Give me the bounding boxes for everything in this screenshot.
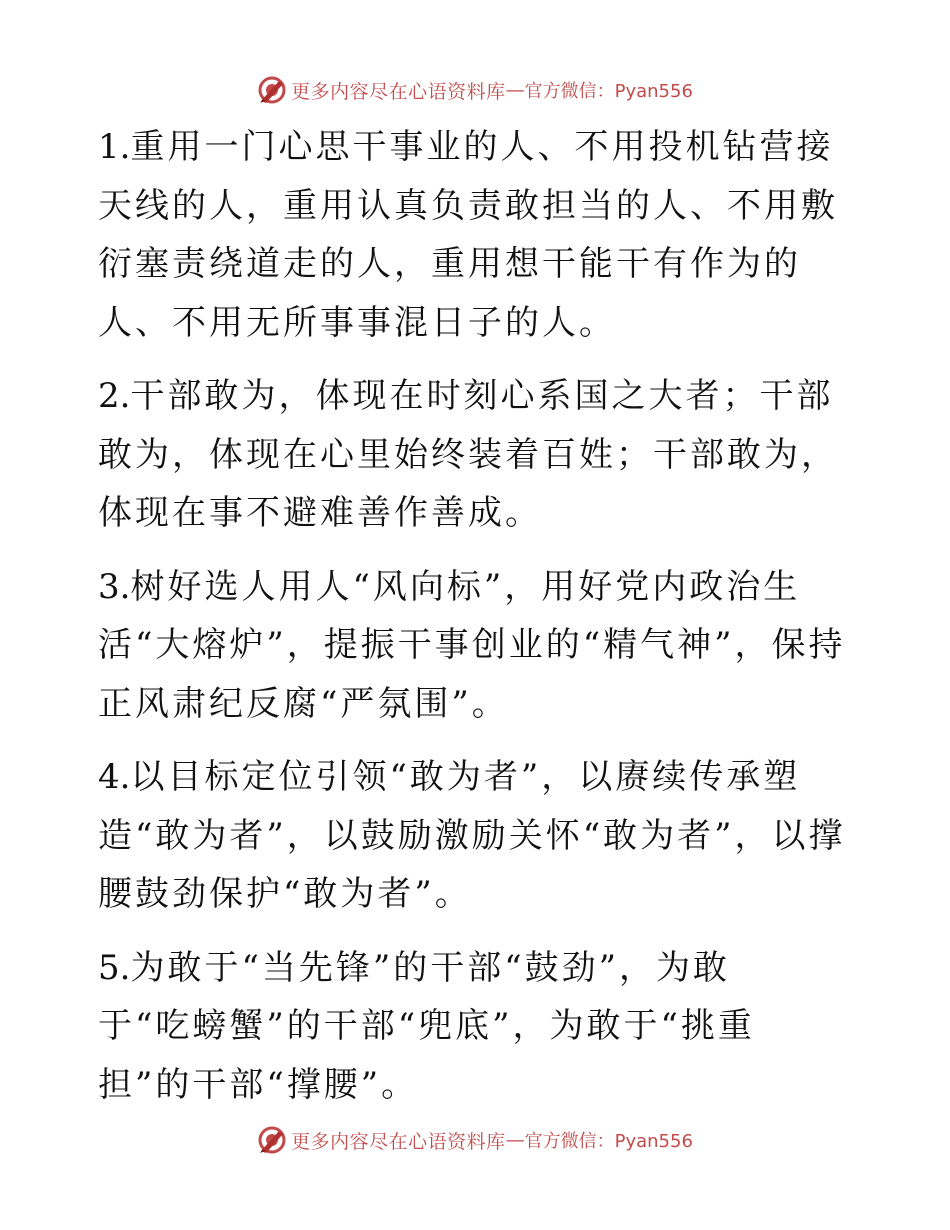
paragraph-number: 5. <box>98 947 131 988</box>
watermark-wechat: 官方微信：Pyan556 <box>524 81 693 102</box>
paragraph-number: 4. <box>98 757 131 797</box>
paragraph-3 <box>98 558 850 734</box>
paragraph-number: 2. <box>98 376 131 416</box>
watermark-text: 更多内容尽在心语资料库 <box>291 80 506 103</box>
paragraph-5 <box>98 939 798 1115</box>
paragraph-number: 3. <box>98 566 131 607</box>
paragraph-2 <box>98 367 850 543</box>
paragraph-text: 树好选人用人“风向标”，用好党内政治生活“大熔炉”，提振干事创业的“精气神”，保持正风肃纪反腐“严氛围”。 <box>98 566 846 724</box>
pen-logo-icon <box>257 1125 287 1155</box>
footer-watermark <box>0 1123 950 1157</box>
document-body <box>98 118 850 1129</box>
watermark-text: 更多内容尽在心语资料库 <box>291 1130 506 1153</box>
paragraph-text: 以目标定位引领“敢为者”，以赓续传承塑造“敢为者”，以鼓励激励关怀“敢为者”，以撑腰鼓劲保护“敢为者”。 <box>98 757 846 914</box>
watermark-wechat: 官方微信：Pyan556 <box>524 1131 693 1152</box>
watermark-separator: — <box>505 1129 525 1151</box>
watermark-separator: — <box>505 79 525 101</box>
paragraph-text: 干部敢为，体现在时刻心系国之大者；干部敢为，体现在心里始终装着百姓；干部敢为，体现在事不避难善作善成。 <box>98 376 838 533</box>
pen-logo-icon <box>257 75 287 105</box>
paragraph-text: 重用一门心思干事业的人、不用投机钻营接天线的人，重用认真负责敢担当的人、不用敷衍塞责绕道走的人，重用想干能干有作为的人、不用无所事事混日子的人。 <box>98 127 838 343</box>
paragraph-4 <box>98 748 850 924</box>
paragraph-text: 为敢于“当先锋”的干部“鼓劲”，为敢于“吃螃蟹”的干部“兜底”，为敢于“挑重担”的干部“撑腰”。 <box>98 947 755 1105</box>
paragraph-1 <box>98 118 850 352</box>
header-watermark <box>0 73 950 107</box>
paragraph-number: 1. <box>98 127 131 167</box>
